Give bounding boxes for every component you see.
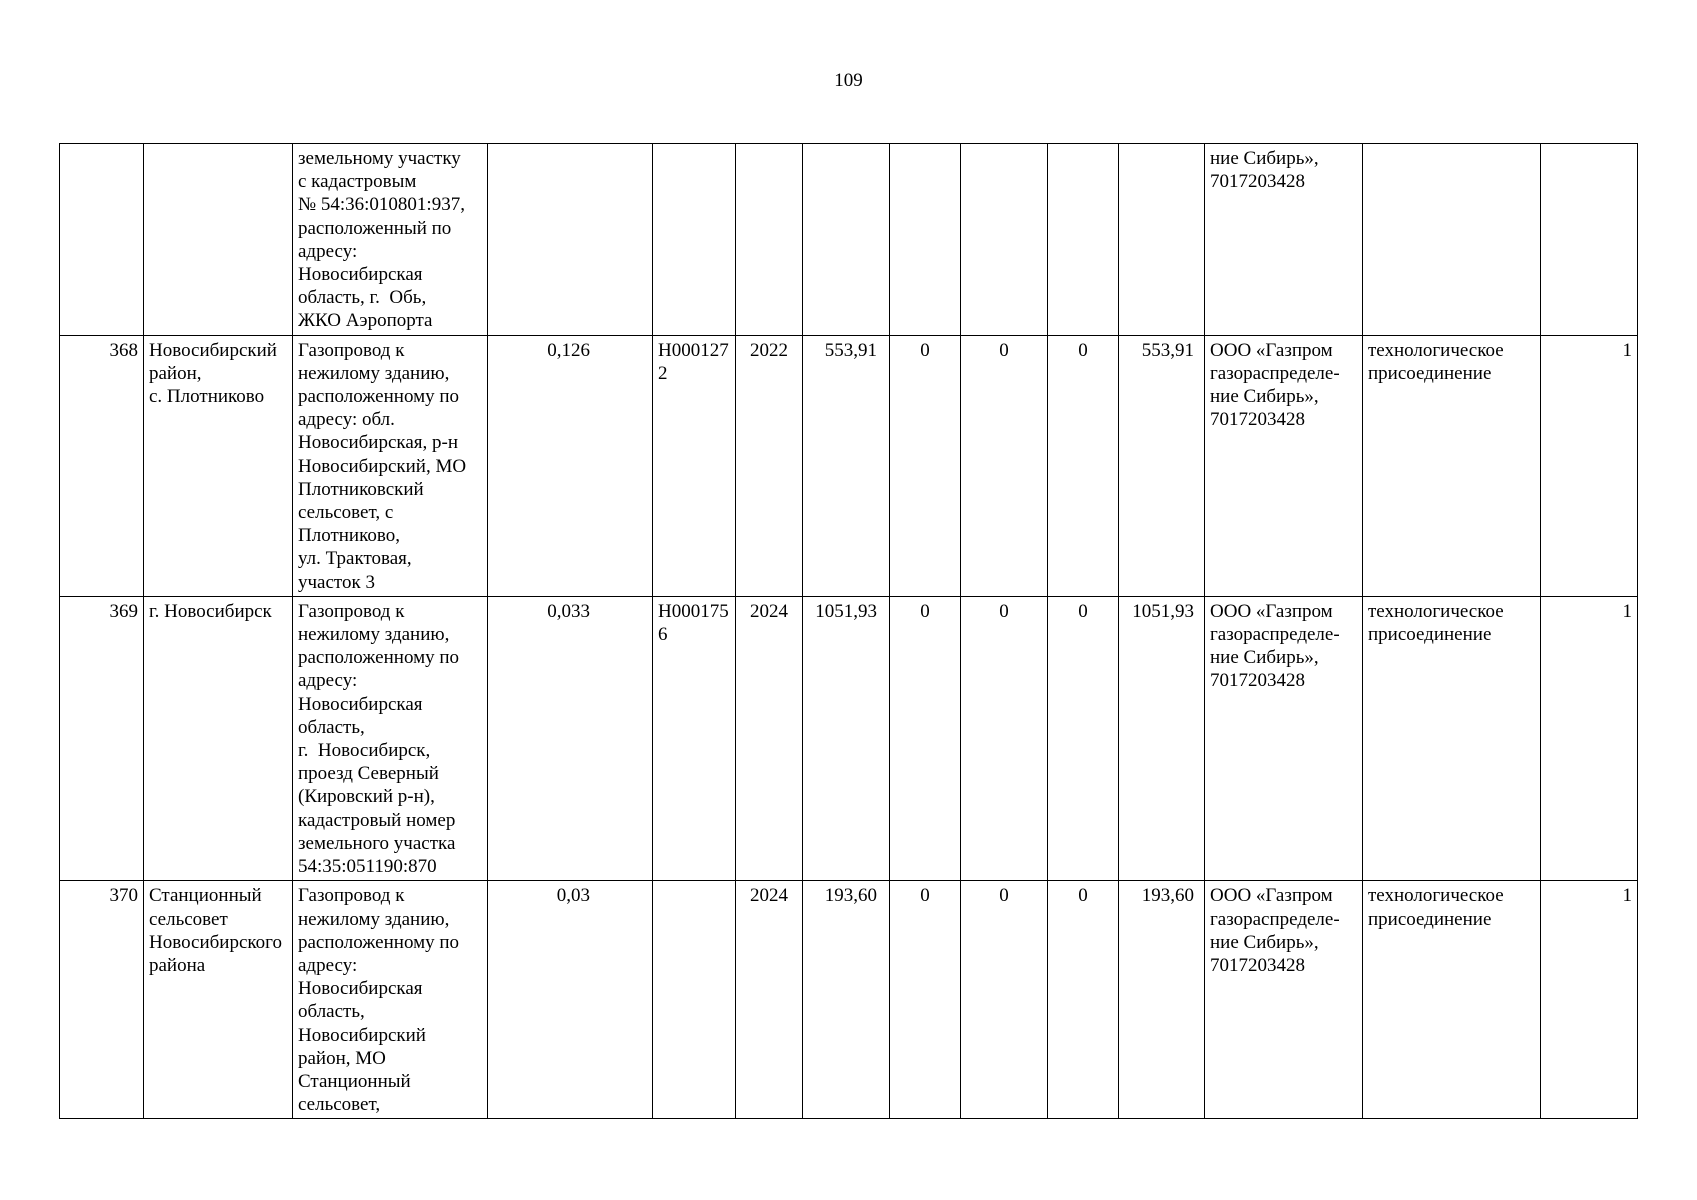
cell-text: 193,60 — [824, 885, 877, 907]
cell-text: 1051,93 — [1132, 600, 1194, 622]
cell-value-2 — [961, 881, 1048, 1119]
table-row — [60, 881, 1638, 1119]
cell-count — [1541, 881, 1638, 1119]
cell-text: 1 — [1622, 885, 1632, 907]
cell-text: 2024 — [750, 885, 788, 907]
cell-text: технологическое присоединение — [1368, 339, 1504, 384]
cell-value-3 — [1048, 335, 1119, 596]
cell-text: 1051,93 — [815, 600, 877, 622]
cell-inventory-code — [653, 881, 736, 1119]
cell-text: 0 — [1078, 339, 1088, 361]
cell-text: земельному участку с кадастровым № 54:36:010801:937, расположенный по адресу: Новосибирская область, г. Обь, ЖКО Аэропорта — [298, 148, 465, 332]
cell-object-description — [293, 144, 488, 336]
cell-text: технологическое присоединение — [1368, 600, 1504, 646]
table-row — [60, 596, 1638, 880]
cell-number — [60, 881, 144, 1119]
cell-object-description — [293, 881, 488, 1119]
cell-text: Газопровод к нежилому зданию, расположенному по адресу: Новосибирская область, г. Новосибирск, проезд Северный (Кировский р-н), кадастровый номер земельного участка 54:35:051190:870 — [298, 600, 460, 878]
cell-text: ООО «Газпром газораспределе- ние Сибирь», 7017203428 — [1210, 885, 1340, 976]
cell-value-3 — [1048, 881, 1119, 1119]
cell-text: 0 — [999, 339, 1009, 361]
cell-basis — [1363, 596, 1541, 880]
cell-text: 0 — [920, 339, 930, 361]
cell-organization — [1205, 596, 1363, 880]
cell-location — [144, 144, 293, 336]
cell-text: Н000127 2 — [658, 339, 729, 384]
cell-count — [1541, 596, 1638, 880]
cell-organization — [1205, 144, 1363, 336]
cell-text: г. Новосибирск — [149, 600, 272, 622]
cell-value-1 — [890, 881, 961, 1119]
cell-total-cost — [803, 335, 890, 596]
cell-text: Н000175 6 — [658, 600, 729, 646]
cell-year — [736, 881, 803, 1119]
cell-text: Новосибирский район, с. Плотниково — [149, 339, 277, 408]
cell-length — [488, 881, 653, 1119]
cell-length — [488, 335, 653, 596]
cell-value-4 — [1119, 144, 1205, 336]
page-number: 109 — [834, 70, 863, 91]
cell-text: 0 — [1078, 885, 1088, 907]
cell-text: 370 — [109, 885, 138, 907]
registry-table — [59, 143, 1638, 1119]
cell-text: 0,033 — [547, 600, 590, 622]
cell-value-3 — [1048, 596, 1119, 880]
cell-value-3 — [1048, 144, 1119, 336]
cell-location — [144, 881, 293, 1119]
cell-text: Станционный сельсовет Новосибирского района — [149, 885, 282, 976]
table-row — [60, 335, 1638, 596]
cell-value-1 — [890, 335, 961, 596]
cell-location — [144, 596, 293, 880]
cell-organization — [1205, 881, 1363, 1119]
cell-number — [60, 335, 144, 596]
cell-year — [736, 144, 803, 336]
cell-total-cost — [803, 144, 890, 336]
cell-object-description — [293, 335, 488, 596]
cell-value-4 — [1119, 881, 1205, 1119]
cell-year — [736, 335, 803, 596]
cell-value-2 — [961, 144, 1048, 336]
cell-text: 1 — [1622, 339, 1632, 361]
cell-text: Газопровод к нежилому зданию, расположенному по адресу: обл. Новосибирская, р-н Новосибирский, МО Плотниковский сельсовет, с Плотниково, ул. Трактовая, участок 3 — [298, 339, 467, 593]
cell-number — [60, 144, 144, 336]
cell-text: 0,126 — [547, 339, 590, 361]
cell-text: ние Сибирь», 7017203428 — [1210, 148, 1319, 193]
cell-text: 193,60 — [1141, 885, 1194, 907]
cell-value-4 — [1119, 596, 1205, 880]
cell-inventory-code — [653, 335, 736, 596]
cell-inventory-code — [653, 144, 736, 336]
cell-text: 0 — [920, 885, 930, 907]
cell-count — [1541, 144, 1638, 336]
cell-value-4 — [1119, 335, 1205, 596]
cell-text: 553,91 — [824, 339, 877, 361]
cell-text: Газопровод к нежилому зданию, расположенному по адресу: Новосибирская область, Новосибирский район, МО Станционный сельсовет, — [298, 885, 460, 1116]
cell-value-2 — [961, 596, 1048, 880]
cell-count — [1541, 335, 1638, 596]
cell-length — [488, 144, 653, 336]
cell-text: 368 — [109, 339, 138, 361]
cell-basis — [1363, 144, 1541, 336]
table-row — [60, 144, 1638, 336]
cell-object-description — [293, 596, 488, 880]
cell-basis — [1363, 881, 1541, 1119]
cell-value-1 — [890, 144, 961, 336]
cell-text: 1 — [1622, 600, 1632, 622]
cell-text: 369 — [109, 600, 138, 622]
cell-text: 0 — [1078, 600, 1088, 622]
cell-text: 2022 — [750, 339, 788, 361]
cell-length — [488, 596, 653, 880]
cell-value-2 — [961, 335, 1048, 596]
cell-text: 0,03 — [556, 885, 590, 907]
cell-location — [144, 335, 293, 596]
cell-total-cost — [803, 596, 890, 880]
cell-year — [736, 596, 803, 880]
cell-inventory-code — [653, 596, 736, 880]
cell-text: 553,91 — [1141, 339, 1194, 361]
cell-text: 2024 — [750, 600, 788, 622]
cell-text: ООО «Газпром газораспределе- ние Сибирь», 7017203428 — [1210, 339, 1340, 431]
cell-total-cost — [803, 881, 890, 1119]
cell-value-1 — [890, 596, 961, 880]
cell-number — [60, 596, 144, 880]
cell-basis — [1363, 335, 1541, 596]
cell-text: 0 — [999, 600, 1009, 622]
cell-text: технологическое присоединение — [1368, 885, 1504, 930]
cell-text: ООО «Газпром газораспределе- ние Сибирь», 7017203428 — [1210, 600, 1340, 692]
cell-text: 0 — [920, 600, 930, 622]
cell-organization — [1205, 335, 1363, 596]
cell-text: 0 — [999, 885, 1009, 907]
